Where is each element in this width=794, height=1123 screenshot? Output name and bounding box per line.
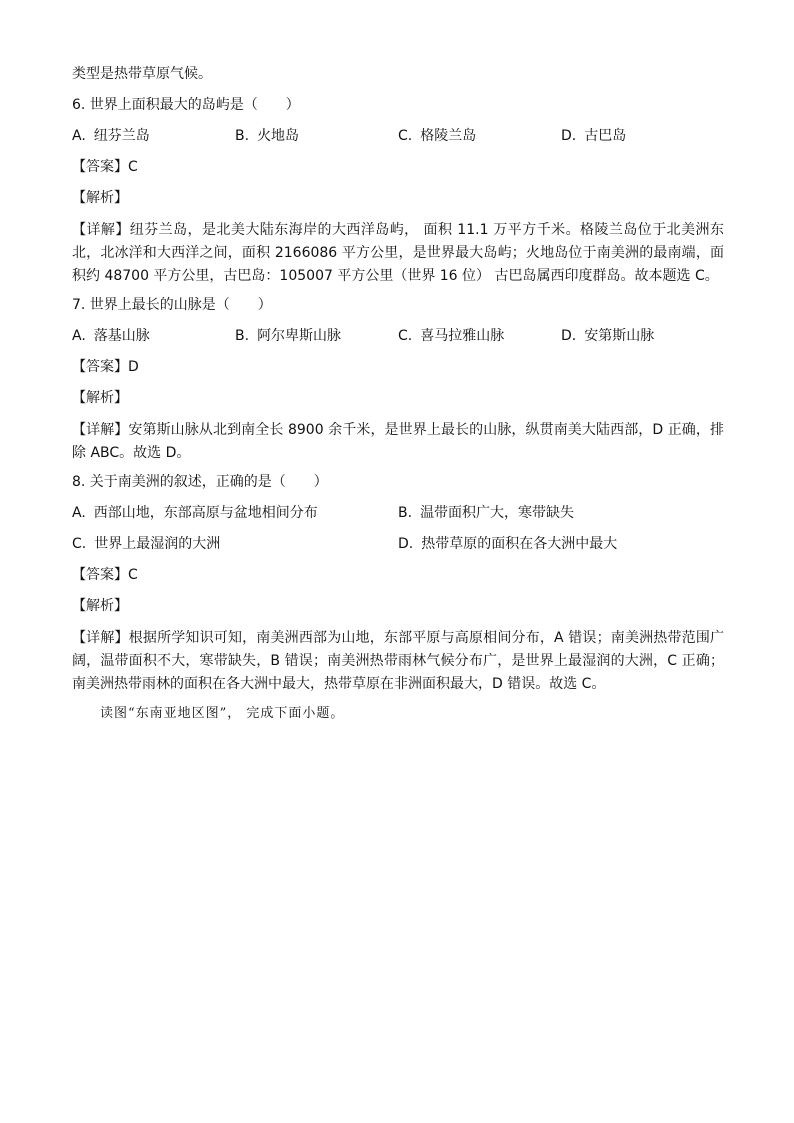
analysis-tag: 【解析】: [72, 598, 128, 614]
answer-tag: 【答案】: [72, 567, 128, 583]
question-8-options-row1: [72, 503, 724, 523]
question-8-stem: 8. 关于南美洲的叙述，正确的是（ ）: [72, 474, 328, 490]
option-c: C. 喜马拉雅山脉: [398, 328, 505, 344]
detail-paragraph: [72, 219, 724, 288]
answer-tag: 【答案】: [72, 359, 128, 375]
detail-text: 安第斯山脉从北到南全长 8900 余千米，是世界上最长的山脉，纵贯南美大陆西部，D 正确，排除 ABC。故选 D。: [72, 422, 724, 461]
option-a: A. 纽芬兰岛: [72, 128, 150, 144]
detail-tag: 【详解】: [72, 630, 129, 646]
answer-tag: 【答案】: [72, 159, 128, 175]
detail-paragraph: [72, 419, 724, 465]
question-7-stem: 7. 世界上最长的山脉是（ ）: [72, 297, 272, 313]
intro-line: 类型是热带草原气候。: [72, 66, 212, 82]
reading-instruction: 读图“东南亚地区图”， 完成下面小题。: [100, 706, 345, 721]
option-b: B. 阿尔卑斯山脉: [235, 328, 342, 344]
answer-value: C: [128, 159, 138, 175]
analysis-tag: 【解析】: [72, 390, 128, 406]
option-d: D. 古巴岛: [561, 128, 627, 144]
option-b: B. 温带面积广大，寒带缺失: [398, 505, 575, 521]
detail-tag: 【详解】: [72, 422, 129, 438]
answer-line: [72, 565, 724, 585]
option-b: B. 火地岛: [235, 128, 300, 144]
detail-text: 纽芬兰岛，是北美大陆东海岸的大西洋岛屿， 面积 11.1 万平方千米。格陵兰岛位于北美洲东北，北冰洋和大西洋之间，面积 2166086 平方公里，是世界最大岛屿；火地岛位于南美洲的最南端，面积约 48700 平方公里，古巴岛：105007 平方公里（世界 16 位） 古巴岛属西印度群岛。故本题选 C。: [72, 222, 725, 284]
option-d: D. 安第斯山脉: [561, 328, 655, 344]
question-6-stem: 6. 世界上面积最大的岛屿是（ ）: [72, 97, 300, 113]
option-c: C. 格陵兰岛: [398, 128, 477, 144]
option-d: D. 热带草原的面积在各大洲中最大: [398, 536, 618, 552]
answer-line: [72, 157, 724, 177]
option-a: A. 西部山地，东部高原与盆地相间分布: [72, 505, 318, 521]
question-7-options: [72, 326, 724, 346]
detail-paragraph: [72, 627, 724, 696]
answer-value: D: [128, 359, 139, 375]
question-6-options: [72, 126, 724, 146]
option-c: C. 世界上最湿润的大洲: [72, 536, 221, 552]
answer-line: [72, 357, 724, 377]
document-page: [72, 64, 724, 724]
option-a: A. 落基山脉: [72, 328, 150, 344]
detail-tag: 【详解】: [72, 222, 130, 238]
detail-text: 根据所学知识可知，南美洲西部为山地，东部平原与高原相间分布，A 错误；南美洲热带范围广阔，温带面积不大，寒带缺失，B 错误；南美洲热带雨林气候分布广，是世界上最湿润的大洲，C 正确；南美洲热带雨林的面积在各大洲中最大，热带草原在非洲面积最大，D 错误。故选 C。: [72, 630, 725, 692]
answer-value: C: [128, 567, 138, 583]
question-8-options-row2: [72, 534, 724, 554]
analysis-tag: 【解析】: [72, 190, 128, 206]
